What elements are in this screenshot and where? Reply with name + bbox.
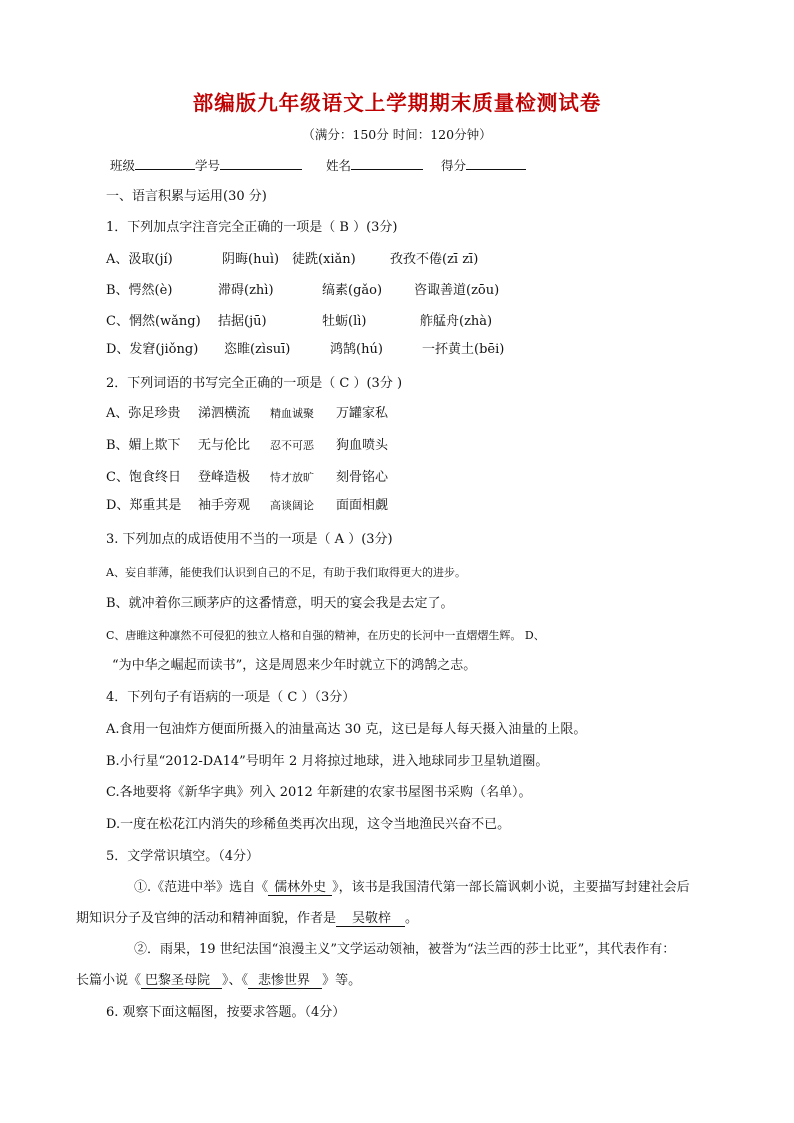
q2-option-d [106, 497, 734, 515]
q2-a-2: 涕泗横流 [198, 406, 251, 421]
q3-option-a: A、妄自菲薄，能使我们认识到自己的不足，有助于我们取得更大的进步。 [106, 566, 466, 579]
q2-c-4: 刻骨铭心 [336, 470, 389, 485]
score-label: 得分 [441, 158, 467, 173]
exam-title: 部编版九年级语文上学期期末质量检测试卷 [192, 91, 602, 115]
q2-b-1: B、媚上欺下 [106, 438, 181, 453]
q2-option-c [106, 469, 734, 487]
q2-d-2: 袖手旁观 [198, 498, 251, 513]
q1-d-1: D、发窘(jiǒng) [106, 342, 199, 357]
q2-d-4: 面面相觑 [336, 498, 389, 513]
student-id-label: 学号 [195, 158, 221, 173]
q2-stem: 2．下列词语的书写完全正确的一项是（ C ）(3分 ) [106, 376, 403, 391]
q1-c-3: 牡蛎(lì) [322, 314, 367, 329]
q2-option-a [106, 405, 734, 423]
q1-b-2: 滞碍(zhì) [218, 283, 274, 298]
student-info-line [110, 156, 526, 174]
q2-option-b [106, 437, 734, 455]
section-heading: 一、语言积累与运用(30 分) [106, 189, 267, 204]
q2-c-3: 恃才放旷 [270, 471, 314, 484]
q3-option-d: “为中华之崛起而读书”，这是周恩来少年时就立下的鸿鹄之志。 [112, 658, 477, 673]
name-blank [351, 156, 423, 170]
q5-answer-novel1: 巴黎圣母院 [141, 973, 222, 989]
q2-b-3: 忍不可恶 [270, 439, 314, 452]
q5-p2-text-d: 》等。 [322, 973, 362, 988]
class-blank [135, 156, 195, 170]
q1-option-b [106, 282, 734, 300]
q3-stem: 3. 下列加点的成语使用不当的一项是（ A ）(3分) [106, 532, 393, 547]
q5-para1-line1 [134, 879, 734, 897]
q1-b-4: 咨诹善道(zōu) [414, 283, 500, 298]
q1-option-a [106, 251, 734, 269]
q1-d-4: 一抔黄土(bēi) [422, 342, 505, 357]
q5-answer-author: 吴敬梓 [336, 911, 405, 927]
q5-p1-text-d: 。 [405, 911, 419, 926]
q4-option-b: B.小行星“2012-DA14”号明年 2 月将掠过地球，进入地球同步卫星轨道圈。 [106, 754, 549, 769]
q5-stem: 5．文学常识填空。（4分） [106, 849, 260, 864]
q2-b-4: 狗血喷头 [336, 438, 389, 453]
q1-a-3: 徒跣(xiǎn) [292, 252, 356, 267]
q4-option-c: C.各地要将《新华字典》列入 2012 年新建的农家书屋图书采购（名单）。 [106, 785, 532, 800]
q6-stem: 6. 观察下面这幅图，按要求答题。（4分） [106, 1005, 346, 1020]
score-blank [466, 156, 526, 170]
class-label: 班级 [110, 158, 136, 173]
q5-p1-text-a: ①.《范进中举》选自《 [134, 880, 269, 895]
q5-p2-text-b: 长篇小说《 [76, 973, 142, 988]
q3-option-b: B、就冲着你三顾茅庐的这番情意，明天的宴会我是去定了。 [106, 596, 454, 611]
exam-subtitle: （满分：150分 时间：120分钟） [302, 127, 492, 142]
q1-a-4: 孜孜不倦(zī zī) [390, 252, 479, 267]
student-id-blank [220, 156, 302, 170]
q1-option-c [106, 313, 734, 331]
q1-stem: 1．下列加点字注音完全正确的一项是（ B ）(3分) [106, 220, 398, 235]
q5-p1-text-c: 期知识分子及官绅的活动和精神面貌，作者是 [76, 911, 337, 926]
q4-stem: 4．下列句子有语病的一项是（ C ）（3分） [106, 690, 356, 705]
q5-answer-book: 儒林外史 [268, 880, 332, 896]
q5-p1-text-b: 》，该书是我国清代第一部长篇讽刺小说，主要描写封建社会后 [332, 880, 690, 895]
q2-d-3: 高谈阔论 [270, 499, 314, 512]
q1-c-2: 拮据(jū) [218, 314, 267, 329]
q2-c-2: 登峰造极 [198, 470, 251, 485]
name-label: 姓名 [326, 158, 352, 173]
q1-d-2: 恣睢(zìsuī) [224, 342, 291, 357]
q1-option-d [106, 341, 734, 359]
q1-c-4: 舴艋舟(zhà) [420, 314, 493, 329]
q4-option-d: D.一度在松花江内消失的珍稀鱼类再次出现，这令当地渔民兴奋不已。 [106, 817, 511, 832]
q5-para2-line2 [76, 972, 734, 990]
q1-a-2: 阴晦(huì) [222, 252, 280, 267]
q1-d-3: 鸿鹄(hú) [330, 342, 383, 357]
q1-c-1: C、惘然(wǎng) [106, 314, 201, 329]
q2-a-1: A、弥足珍贵 [106, 406, 181, 421]
q3-option-c: C、唐睢这种凛然不可侵犯的独立人格和自强的精神，在历史的长河中一直熠熠生辉。 D、 [106, 629, 545, 642]
q2-d-1: D、郑重其是 [106, 498, 182, 513]
q2-a-3: 精血诚聚 [270, 407, 314, 420]
q5-para2-line1: ②．雨果，19 世纪法国“浪漫主义”文学运动领袖，被誉为“法兰西的莎士比亚”，其代表作有： [134, 942, 676, 957]
q1-b-3: 缟素(gǎo) [322, 283, 383, 298]
q2-b-2: 无与伦比 [198, 438, 251, 453]
q4-option-a: A.食用一包油炸方便面所摄入的油量高达 30 克，这已是每人每天摄入油量的上限。 [106, 722, 587, 737]
q2-a-4: 万罐家私 [336, 406, 389, 421]
q1-b-1: B、愕然(è) [106, 283, 173, 298]
q5-answer-novel2: 悲惨世界 [248, 973, 322, 989]
q1-a-1: A、汲取(jí) [106, 252, 173, 267]
q5-para1-line2 [76, 910, 734, 928]
q2-c-1: C、饱食终日 [106, 470, 181, 485]
q5-p2-text-c: 》、《 [222, 973, 249, 988]
